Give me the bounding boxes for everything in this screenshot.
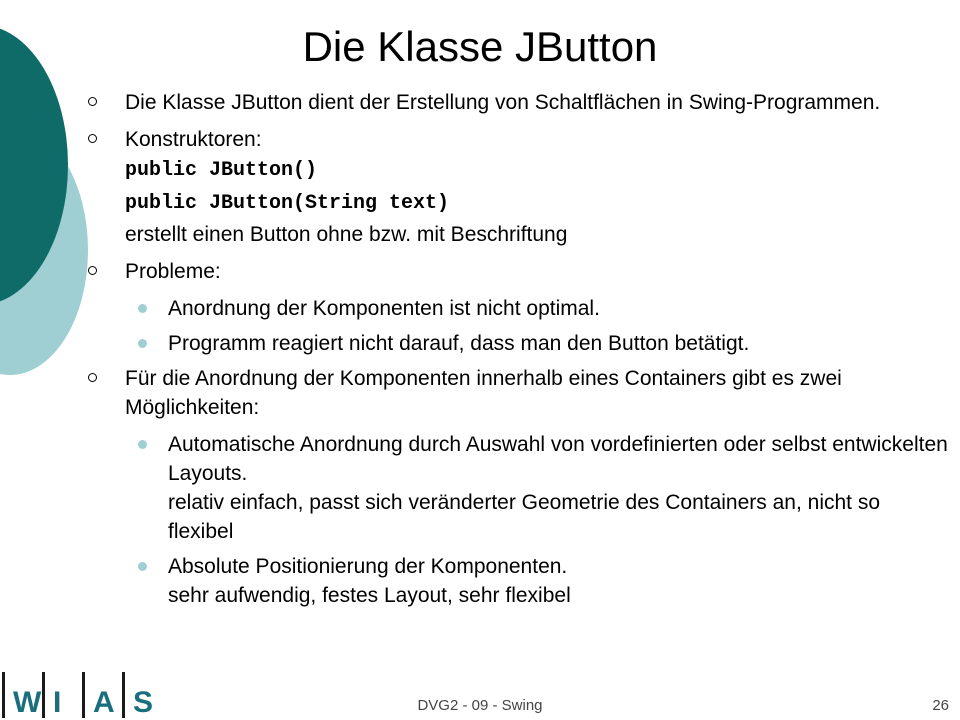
sub-bullet-3-2 — [168, 329, 948, 358]
sub-bullet-text: Anordnung der Komponenten ist nicht optimal. — [168, 297, 600, 320]
sub-bullet-3-1 — [168, 294, 948, 323]
sub-bullet-4-2 — [168, 552, 948, 610]
sub-bullet-note: sehr aufwendig, festes Layout, sehr flexibel — [168, 584, 571, 607]
sub-bullet-4-1 — [168, 430, 948, 546]
bullet-text-after: erstellt einen Button ohne bzw. mit Beschriftung — [125, 223, 568, 246]
logo-letter: W — [2, 672, 42, 718]
code-line-1: public JButton() — [125, 159, 318, 182]
bullet-3 — [88, 257, 948, 286]
bullet-text: Probleme: — [125, 260, 221, 283]
bullet-text: Für die Anordnung der Komponenten innerhalb eines Containers gibt es zwei Möglichkeiten: — [125, 367, 842, 419]
logo-letter: S — [122, 672, 162, 718]
bullet-marker — [88, 97, 97, 106]
sub-bullet-text: Automatische Anordnung durch Auswahl von vordefinierten oder selbst entwickelten Layouts. — [168, 433, 948, 485]
slide-content — [88, 88, 948, 616]
sub-bullet-text: Programm reagiert nicht darauf, dass man den Button betätigt. — [168, 332, 750, 355]
bullet-marker — [88, 373, 97, 382]
bullet-text: Die Klasse JButton dient der Erstellung von Schaltflächen in Swing-Programmen. — [125, 91, 881, 114]
sub-bullet-marker — [138, 562, 147, 571]
footer-text: DVG2 - 09 - Swing — [417, 697, 543, 714]
page-number: 26 — [932, 697, 949, 714]
bullet-marker — [88, 266, 97, 275]
code-line-2: public JButton(String text) — [125, 192, 450, 215]
bullet-1 — [88, 88, 948, 117]
sub-bullet-note: relativ einfach, passt sich veränderter Geometrie des Containers an, nicht so flexibel — [168, 491, 881, 543]
bullet-text: Konstruktoren: — [125, 128, 262, 151]
sub-bullet-marker — [138, 440, 147, 449]
logo-letter: A — [82, 672, 122, 718]
sub-bullet-marker — [138, 304, 147, 313]
sub-bullet-text: Absolute Positionierung der Komponenten. — [168, 555, 568, 578]
bullet-4 — [88, 364, 948, 422]
sub-bullet-marker — [138, 339, 147, 348]
slide-title: Die Klasse JButton — [302, 23, 658, 70]
bullet-marker — [88, 134, 97, 143]
bullet-2 — [88, 125, 948, 249]
logo-letter: I — [42, 672, 82, 718]
